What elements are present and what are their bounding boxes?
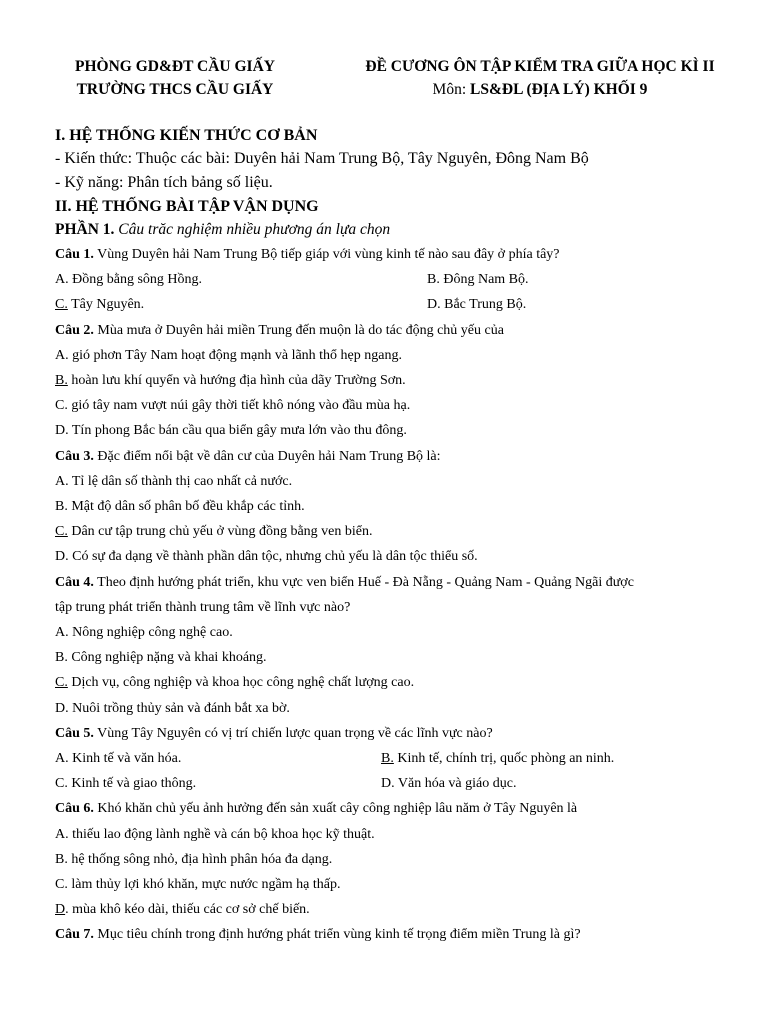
- skill-line: - Kỹ năng: Phân tích bảng số liệu.: [55, 174, 273, 191]
- option-d: D. Bắc Trung Bộ.: [427, 297, 527, 313]
- option-a: A. Tỉ lệ dân số thành thị cao nhất cả nước.: [55, 473, 293, 489]
- option-a: A. Kinh tế và văn hóa.: [55, 751, 182, 767]
- option-a: A. gió phơn Tây Nam hoạt động mạnh và lãnh thổ hẹp ngang.: [55, 347, 402, 363]
- subject-line: [340, 78, 740, 101]
- subject-value: LS&ĐL (ĐỊA LÝ) KHỐI 9: [470, 81, 648, 98]
- option-b: B. Mật độ dân số phân bố đều khắp các tỉnh.: [55, 499, 305, 514]
- option-a: A. Đồng bằng sông Hồng.: [55, 272, 203, 288]
- question-1-options-row-2: [55, 292, 745, 317]
- section-2-title: II. HỆ THỐNG BÀI TẬP VẬN DỤNG: [55, 198, 319, 215]
- part-1-heading: PHẦN 1. Câu trăc nghiệm nhiều phương án lựa chọn: [55, 221, 391, 238]
- option-d: D. Văn hóa và giáo dục.: [381, 776, 517, 792]
- subject-prefix: Môn:: [432, 81, 471, 98]
- question-1: Câu 1. Vùng Duyên hải Nam Trung Bộ tiếp giáp với vùng kinh tế nào sau đây ở phía tây?: [55, 247, 560, 262]
- question-6: Câu 6. Khó khăn chủ yếu ảnh hưởng đến sản xuất cây công nghiệp lâu năm ở Tây Nguyên là: [55, 801, 578, 817]
- option-b: B. Công nghiệp nặng và khai khoáng.: [55, 650, 267, 666]
- option-a: A. Nông nghiệp công nghệ cao.: [55, 625, 233, 641]
- question-5-options-row-2: [55, 771, 745, 796]
- question-2: Câu 2. Mùa mưa ở Duyên hải miền Trung đến muộn là do tác động chủ yếu của: [55, 322, 504, 338]
- knowledge-line: - Kiến thức: Thuộc các bài: Duyên hải Nam Trung Bộ, Tây Nguyên, Đông Nam Bộ: [55, 150, 589, 167]
- option-c-answer: C. Tây Nguyên.: [55, 297, 145, 313]
- option-d: D. Nuôi trồng thủy sản và đánh bắt xa bờ.: [55, 700, 290, 716]
- question-4: Câu 4. Theo định hướng phát triển, khu vực ven biển Huế - Đà Nẵng - Quảng Nam - Quảng Ngãi được: [55, 574, 634, 590]
- option-c: C. làm thủy lợi khó khăn, mực nước ngầm hạ thấp.: [55, 877, 341, 893]
- question-1-options-row-1: [55, 267, 745, 292]
- question-5: Câu 5. Vùng Tây Nguyên có vị trí chiến lược quan trọng về các lĩnh vực nào?: [55, 725, 493, 741]
- option-b-answer: B. hoàn lưu khí quyển và hướng địa hình của dãy Trường Sơn.: [55, 372, 406, 388]
- question-3: Câu 3. Đặc điểm nổi bật về dân cư của Duyên hải Nam Trung Bộ là:: [55, 448, 441, 464]
- option-b: B. Đông Nam Bộ.: [427, 272, 529, 288]
- option-d-answer: D. mùa khô kéo dài, thiếu các cơ sở chế biến.: [55, 902, 310, 918]
- option-d: D. Tín phong Bắc bán cầu qua biển gây mưa lớn vào thu đông.: [55, 423, 407, 439]
- document-body: [55, 124, 745, 948]
- option-b: B. hệ thống sông nhỏ, địa hình phân hóa đa dạng.: [55, 851, 333, 867]
- exam-title: ĐỀ CƯƠNG ÔN TẬP KIỂM TRA GIỮA HỌC KÌ II: [365, 58, 715, 75]
- option-c: C. Kinh tế và giao thông.: [55, 776, 197, 792]
- option-a: A. thiếu lao động lành nghề và cán bộ khoa học kỹ thuật.: [55, 826, 375, 842]
- question-5-options-row-1: [55, 746, 745, 771]
- option-c-answer: C. Dịch vụ, công nghiệp và khoa học công nghệ chất lượng cao.: [55, 675, 415, 691]
- department-name: PHÒNG GD&ĐT CẦU GIẤY: [75, 58, 275, 75]
- school-name: TRƯỜNG THCS CẦU GIẤY: [76, 81, 274, 98]
- question-7: Câu 7. Mục tiêu chính trong định hướng phát triển vùng kinh tế trọng điểm miền Trung là gì?: [55, 927, 581, 943]
- section-1-title: I. HỆ THỐNG KIẾN THỨC CƠ BẢN: [55, 127, 318, 144]
- option-c: C. gió tây nam vượt núi gây thời tiết khô nóng vào đầu mùa hạ.: [55, 398, 411, 414]
- question-4-continued: tập trung phát triển thành trung tâm về lĩnh vực nào?: [55, 599, 351, 615]
- option-c-answer: C. Dân cư tập trung chủ yếu ở vùng đồng bằng ven biển.: [55, 524, 373, 540]
- exam-title-block: [340, 55, 740, 101]
- option-d: D. Có sự đa dạng về thành phần dân tộc, nhưng chủ yếu là dân tộc thiểu số.: [55, 549, 478, 565]
- school-block: [55, 55, 295, 101]
- option-b-answer: B. Kinh tế, chính trị, quốc phòng an ninh.: [381, 751, 615, 767]
